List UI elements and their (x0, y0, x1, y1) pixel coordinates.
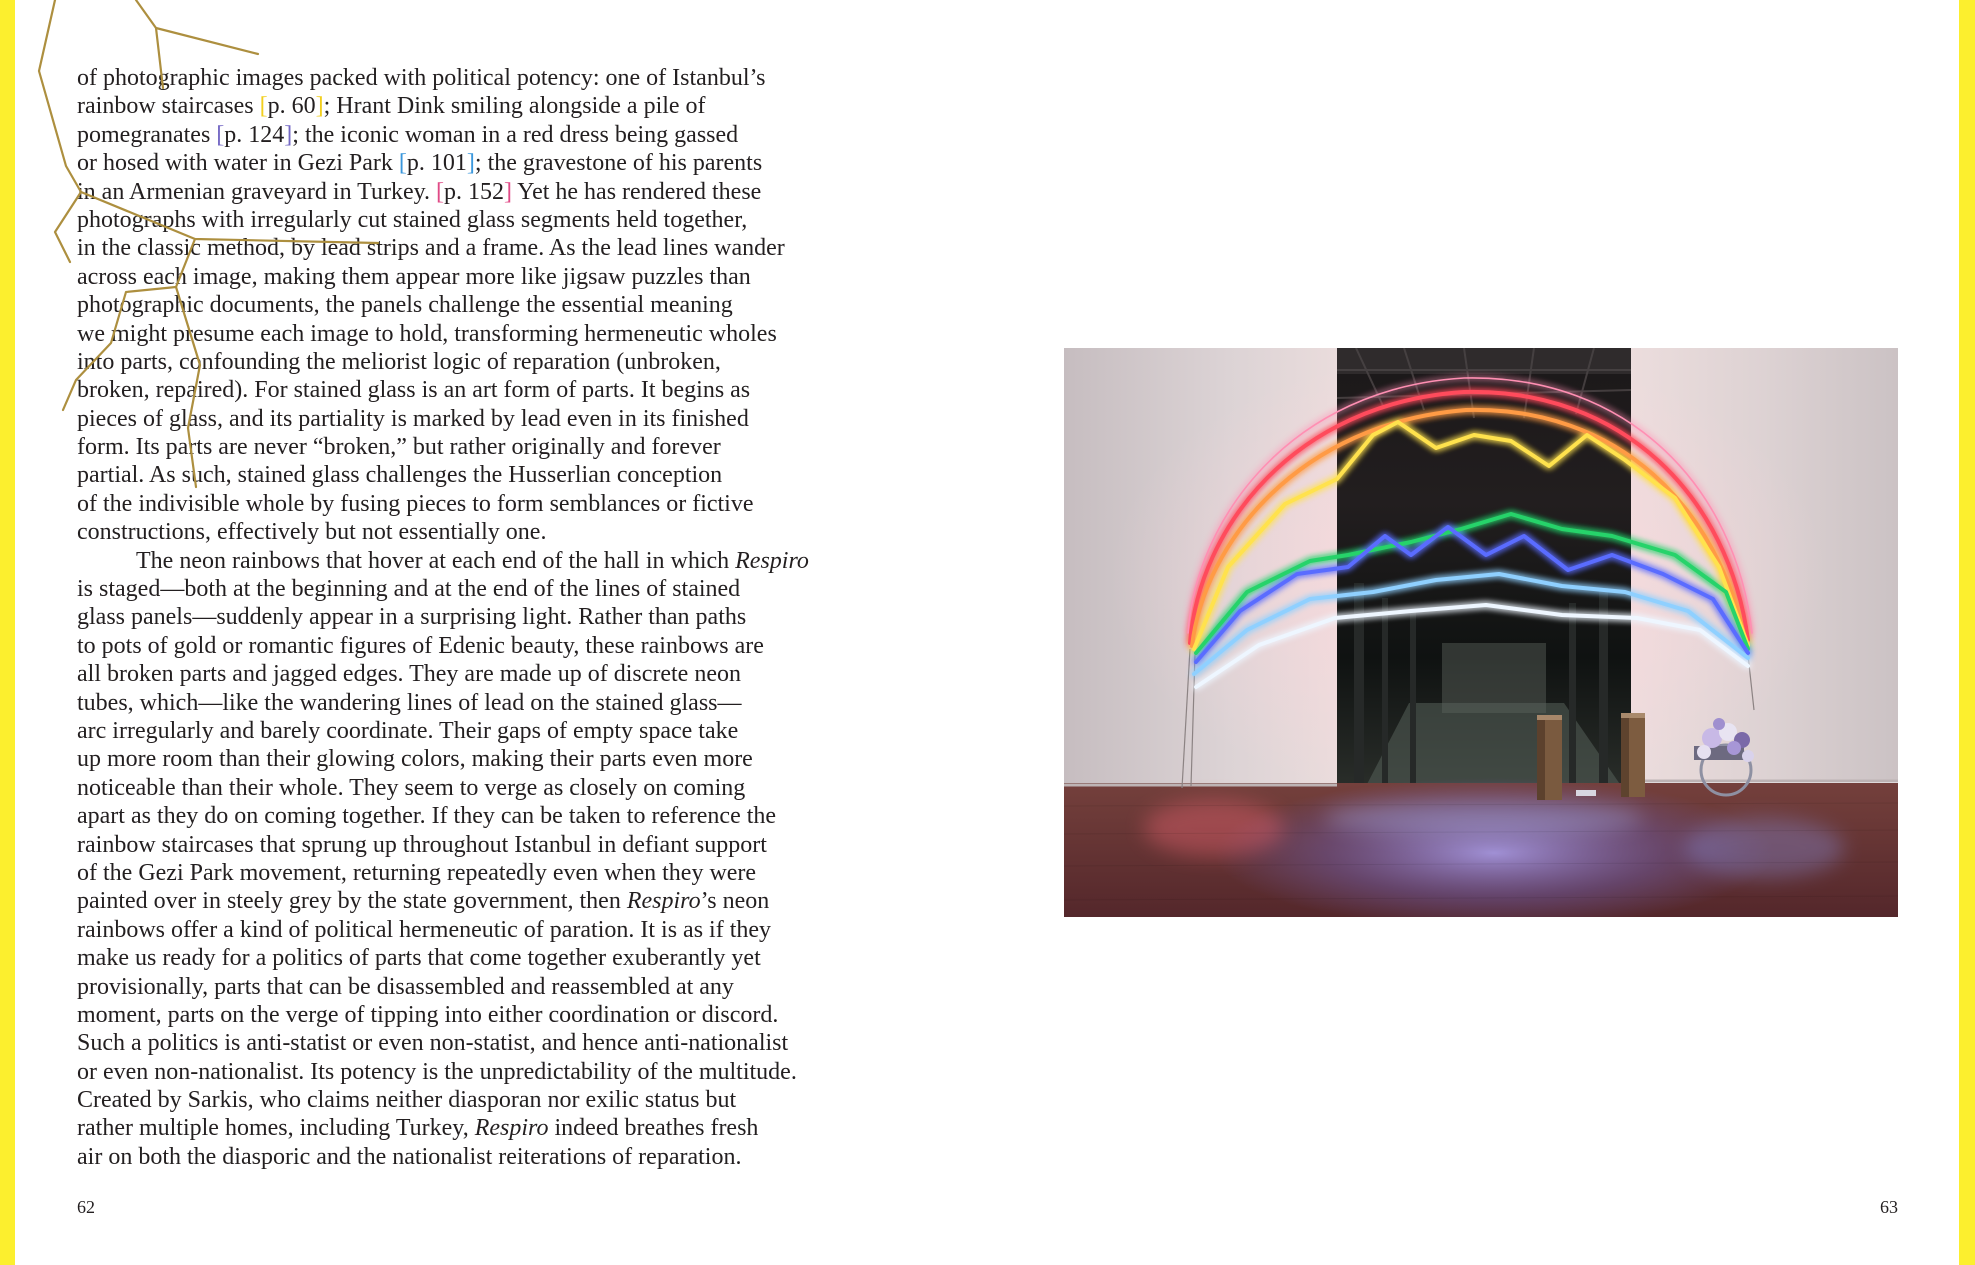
page-number-left: 62 (77, 1197, 95, 1217)
line-text-segment: painted over in steely grey by the state government, then (77, 888, 627, 915)
text-line: photographic documents, the panels challenge the essential meaning (77, 292, 733, 319)
text-line: into parts, confounding the meliorist logic of reparation (unbroken, (77, 348, 721, 375)
line-text-segment: Yet he has rendered these (512, 178, 762, 205)
page-reference: p. 124 (224, 121, 285, 148)
text-line: we might presume each image to hold, transforming hermeneutic wholes (77, 320, 777, 347)
neon-rainbow-installation-photo (1064, 348, 1898, 917)
artwork-title: Respiro (735, 547, 809, 574)
page-reference-close-bracket: ] (315, 93, 324, 120)
text-line: up more room than their glowing colors, making their parts even more (77, 746, 753, 773)
text-line: all broken parts and jagged edges. They are made up of discrete neon (77, 661, 741, 688)
text-line (77, 178, 877, 206)
text-line: of the indivisible whole by fusing pieces to form semblances or fictive (77, 490, 754, 517)
text-line: air on both the diasporic and the nationalist reiterations of reparation. (77, 1143, 742, 1170)
right-page-edge-band (1959, 0, 1975, 1265)
text-line: noticeable than their whole. They seem to verge as closely on coming (77, 774, 746, 801)
body-text-column (77, 64, 877, 1171)
line-text-segment: The neon rainbows that hover at each end of the hall in which (136, 547, 736, 574)
text-line: across each image, making them appear more like jigsaw puzzles than (77, 263, 751, 290)
page-reference-close-bracket: ] (504, 178, 513, 205)
text-line: partial. As such, stained glass challenges the Husserlian conception (77, 462, 723, 489)
text-line: to pots of gold or romantic figures of Edenic beauty, these rainbows are (77, 632, 764, 659)
text-line: make us ready for a politics of parts that come together exuberantly yet (77, 945, 761, 972)
text-line (77, 887, 877, 915)
page-reference: p. 60 (267, 93, 316, 120)
line-text-segment: ’s neon (700, 888, 770, 915)
page-reference-close-bracket: ] (466, 150, 475, 177)
paragraph-first-line (77, 547, 877, 575)
text-line (77, 149, 877, 177)
text-line: apart as they do on coming together. If they can be taken to reference the (77, 803, 777, 830)
text-line: Created by Sarkis, who claims neither diasporan nor exilic status but (77, 1087, 737, 1114)
text-line: tubes, which—like the wandering lines of lead on the stained glass— (77, 689, 742, 716)
line-text-segment: ; the iconic woman in a red dress being gassed (292, 121, 739, 148)
wooden-pedestal-right (1621, 713, 1645, 797)
branch-top (136, 0, 258, 54)
line-text-segment: indeed breathes fresh (548, 1115, 759, 1142)
panel-hall-back-wall (1442, 643, 1546, 713)
text-line: form. Its parts are never “broken,” but rather originally and forever (77, 434, 721, 461)
page-reference: p. 152 (444, 178, 505, 205)
artwork-title: Respiro (626, 888, 701, 915)
text-line: pieces of glass, and its partiality is marked by lead even in its finished (77, 405, 749, 432)
artwork-title: Respiro (474, 1115, 549, 1142)
line-text-segment: ; the gravestone of his parents (474, 150, 763, 177)
page-reference-open-bracket: [ (216, 121, 225, 148)
left-page-edge-band (0, 0, 15, 1265)
text-line: or even non-nationalist. Its potency is the unpredictability of the multitude. (77, 1058, 797, 1085)
text-line: photographs with irregularly cut stained glass segments held together, (77, 206, 748, 233)
wooden-pedestal-left (1537, 715, 1562, 800)
text-line (77, 1114, 877, 1142)
text-line: rainbows offer a kind of political hermeneutic of paration. It is as if they (77, 916, 772, 943)
text-line: constructions, effectively but not essentially one. (77, 519, 547, 546)
page-number-right: 63 (1880, 1197, 1898, 1217)
text-line: broken, repaired). For stained glass is an art form of parts. It begins as (77, 377, 751, 404)
line-text-segment: rather multiple homes, including Turkey, (77, 1115, 475, 1142)
text-line: Such a politics is anti-statist or even non-statist, and hence anti-nationalist (77, 1030, 789, 1057)
text-line: moment, parts on the verge of tipping into either coordination or discord. (77, 1001, 779, 1028)
line-text-segment: or hosed with water in Gezi Park (77, 150, 399, 177)
wooden-gallery-floor (1064, 778, 1898, 917)
text-line (77, 121, 877, 149)
line-text-segment: ; Hrant Dink smiling alongside a pile of (323, 93, 706, 120)
floor-object (1576, 790, 1596, 796)
page-reference-open-bracket: [ (259, 93, 268, 120)
text-line: provisionally, parts that can be disassembled and reassembled at any (77, 973, 734, 1000)
text-line: of photographic images packed with political potency: one of Istanbul’s (77, 65, 766, 91)
text-line: of the Gezi Park movement, returning repeatedly even when they were (77, 859, 757, 886)
text-line: is staged—both at the beginning and at the end of the lines of stained (77, 576, 741, 603)
line-text-segment: in an Armenian graveyard in Turkey. (77, 178, 437, 205)
text-line: in the classic method, by lead strips and a frame. As the lead lines wander (77, 235, 785, 262)
text-line (77, 92, 877, 120)
text-line: glass panels—suddenly appear in a surprising light. Rather than paths (77, 604, 747, 631)
line-text-segment: rainbow staircases (77, 93, 260, 120)
page-reference-open-bracket: [ (398, 150, 407, 177)
page-reference-open-bracket: [ (436, 178, 445, 205)
line-text-segment: pomegranates (77, 121, 217, 148)
page-reference-close-bracket: ] (284, 121, 293, 148)
page-reference: p. 101 (406, 150, 467, 177)
text-line: arc irregularly and barely coordinate. Their gaps of empty space take (77, 717, 739, 744)
text-line: rainbow staircases that sprung up throughout Istanbul in defiant support (77, 831, 767, 858)
